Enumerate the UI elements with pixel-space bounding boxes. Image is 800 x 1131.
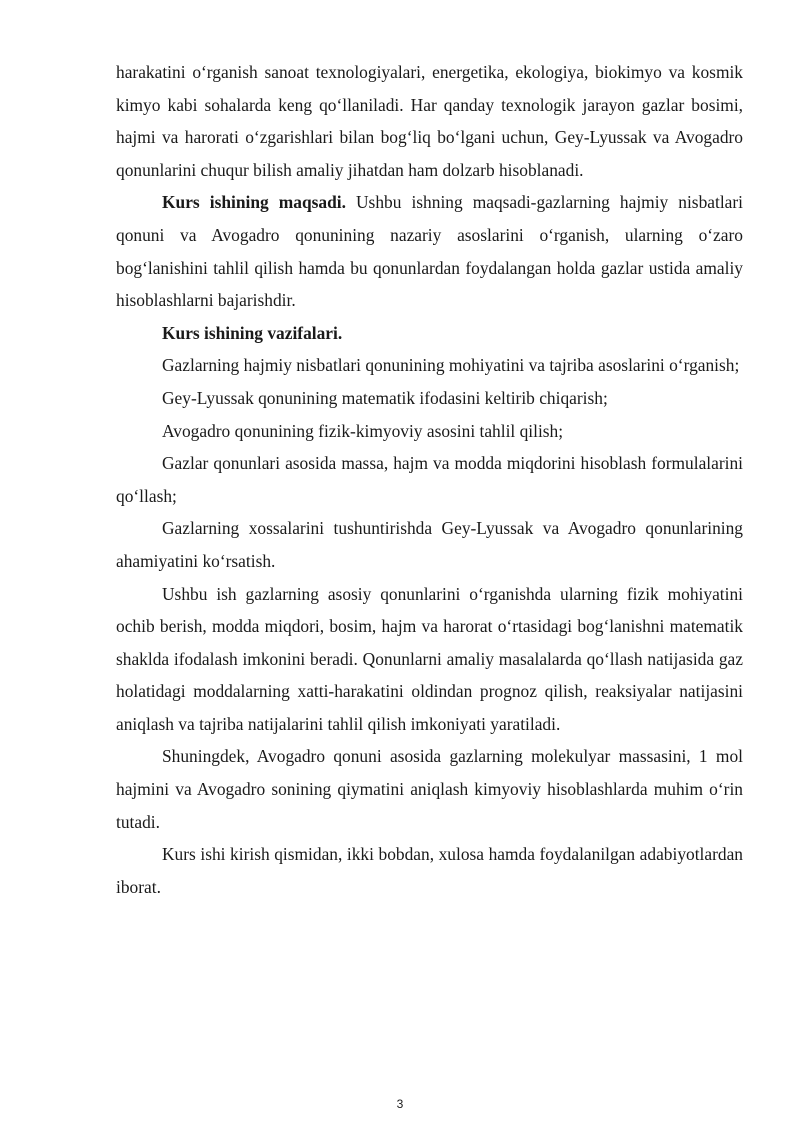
task-item: Gey-Lyussak qonunining matematik ifodasini keltirib chiqarish; (162, 387, 608, 408)
task-item: Gazlarning hajmiy nisbatlari qonunining mohiyatini va tajriba asoslarini o‘rganish; (162, 355, 740, 376)
structure-paragraph: Kurs ishi kirish qismidan, ikki bobdan, xulosa hamda foydalanilgan adabiyotlardan iborat. (116, 844, 743, 897)
page-number: 3 (396, 1097, 404, 1111)
goal-text: Ushbu ishning maqsadi-gazlarning hajmiy nisbatlari qonuni va Avogadro qonunining nazariy asoslarini o‘rganish, ularning o‘zaro bog‘lanishini tahlil qilish hamda bu qonunlardan foydalangan holda gazlar ustida amaliy hisoblashlarni bajarishdir. (116, 192, 743, 311)
task-item: Gazlarning xossalarini tushuntirishda Gey-Lyussak va Avogadro qonunlarining ahamiyatini ko‘rsatish. (116, 518, 743, 571)
intro-continuation-paragraph: harakatini o‘rganish sanoat texnologiyalari, energetika, ekologiya, biokimyo va kosmik kimyo kabi sohalarda keng qo‘llaniladi. Har qanday texnologik jarayon gazlar bosimi, hajmi va harorati o‘zgarishlari bilan bog‘liq bo‘lgani uchun, Gey-Lyussak va Avogadro qonunlarini chuqur bilish amaliy jihatdan ham dolzarb hisoblanadi. (116, 62, 743, 180)
tasks-heading: Kurs ishining vazifalari. (162, 322, 343, 343)
document-page (116, 56, 743, 903)
task-item: Avogadro qonunining fizik-kimyoviy asosini tahlil qilish; (162, 420, 564, 441)
goal-paragraph (116, 186, 743, 316)
task-item: Gazlar qonunlari asosida massa, hajm va modda miqdorini hisoblash formulalarini qo‘llash; (116, 453, 743, 506)
goal-heading: Kurs ishining maqsadi. (162, 192, 346, 213)
avogadro-paragraph: Shuningdek, Avogadro qonuni asosida gazlarning molekulyar massasini, 1 mol hajmini va Avogadro sonining qiymatini aniqlash kimyoviy hisoblashlarda muhim o‘rin tutadi. (116, 746, 743, 832)
significance-paragraph: Ushbu ish gazlarning asosiy qonunlarini o‘rganishda ularning fizik mohiyatini ochib berish, modda miqdori, bosim, hajm va harorat o‘rtasidagi bog‘lanishni matematik shaklda ifodalash imkonini beradi. Qonunlarni amaliy masalalarda qo‘llash natijasida gaz holatidagi moddalarning xatti-harakatini oldindan prognoz qilish, reaksiyalar natijasini aniqlash va tajriba natijalarini tahlil qilish imkoniyati yaratiladi. (116, 583, 743, 734)
